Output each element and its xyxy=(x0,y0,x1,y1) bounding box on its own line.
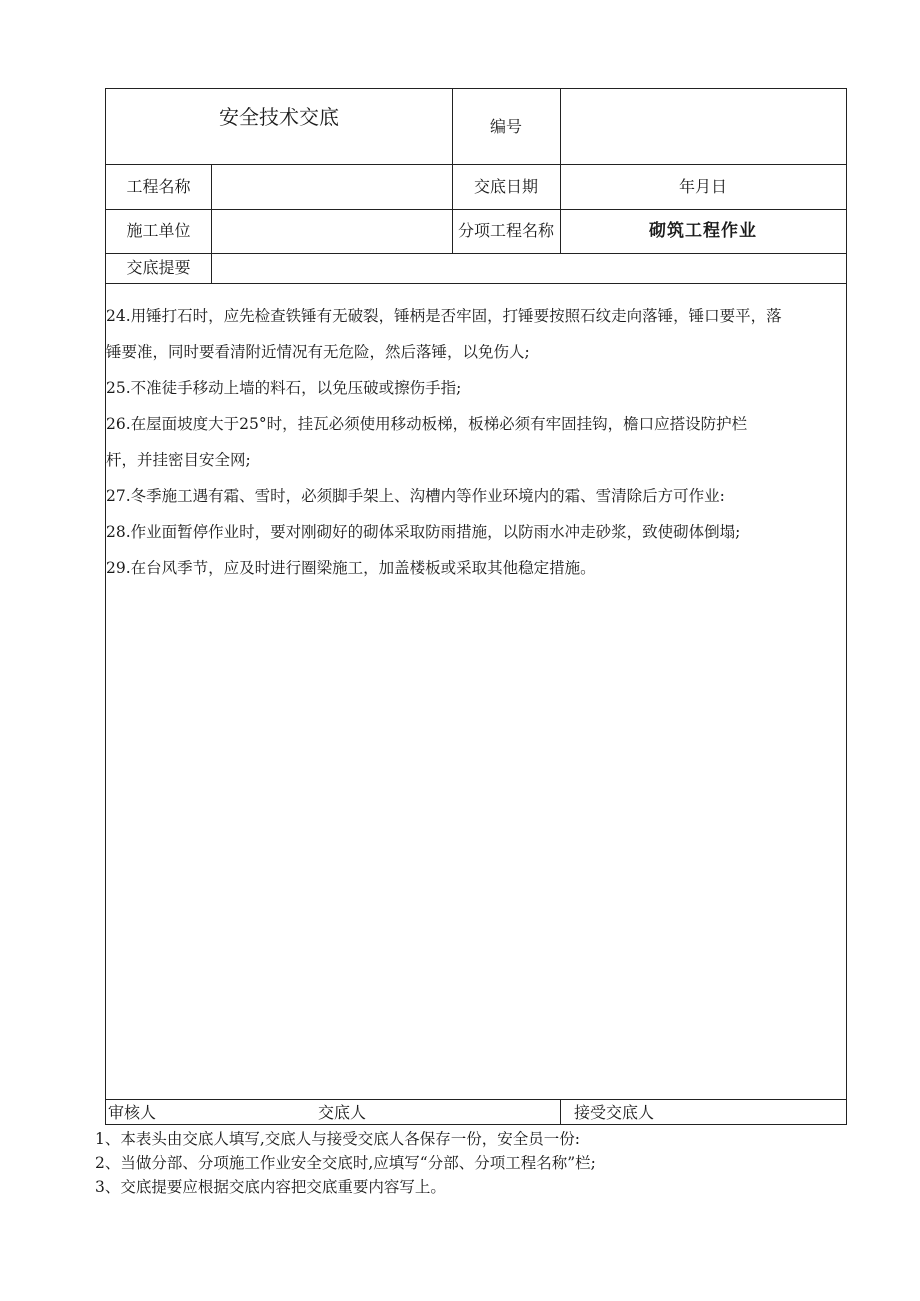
number-label: 编号 xyxy=(489,117,522,136)
disclosure-content xyxy=(106,295,846,1097)
row-divider xyxy=(106,1099,846,1100)
content-line: 24.用锤打石时，应先检查铁锤有无破裂，锤柄是否牢固，打锤要按照石纹走向落锤，锤口要平，落 xyxy=(106,307,782,325)
note-line: 2、当做分部、分项施工作业安全交底时,应填写“分部、分项工程名称”栏; xyxy=(95,1154,596,1172)
content-line: 26.在屋面坡度大于25°时，挂瓦必须使用移动板梯，板梯必须有牢固挂钩，檐口应搭设防护栏 xyxy=(106,415,748,433)
content-line: 锤要准，同时要看清附近情况有无危险，然后落锤，以免伤人; xyxy=(106,343,530,361)
form-title: 安全技术交底 xyxy=(219,105,339,129)
note-line: 3、交底提要应根据交底内容把交底重要内容写上。 xyxy=(95,1178,446,1196)
number-field[interactable] xyxy=(560,89,846,164)
content-line: 杆，并挂密目安全网; xyxy=(106,451,251,469)
column-divider xyxy=(560,1099,561,1124)
content-line: 27.冬季施工遇有霜、雪时，必须脚手架上、沟槽内等作业环境内的霜、雪清除后方可作业: xyxy=(106,487,725,505)
note-line: 1、本表头由交底人填写,交底人与接受交底人各保存一份，安全员一份: xyxy=(95,1130,581,1148)
summary-field[interactable] xyxy=(211,253,846,283)
summary-label: 交底提要 xyxy=(126,258,191,277)
presenter-label: 交底人 xyxy=(318,1103,367,1122)
content-line: 29.在台风季节，应及时进行圈梁施工，加盖楼板或采取其他稳定措施。 xyxy=(106,559,596,577)
project-name-label: 工程名称 xyxy=(126,176,191,196)
construction-unit-label: 施工单位 xyxy=(126,221,191,240)
receiver-label: 接受交底人 xyxy=(574,1103,655,1122)
form-notes xyxy=(95,1127,855,1199)
date-field[interactable]: 年月日 xyxy=(678,176,727,196)
content-line: 25.不准徒手移动上墙的料石，以免压破或擦伤手指; xyxy=(106,379,462,397)
date-label: 交底日期 xyxy=(473,176,538,196)
reviewer-label: 审核人 xyxy=(108,1103,157,1122)
safety-disclosure-form xyxy=(105,88,847,1125)
content-line: 28.作业面暂停作业时，要对刚砌好的砌体采取防雨措施，以防雨水冲走砂浆，致使砌体倒塌; xyxy=(106,523,741,541)
construction-unit-field[interactable] xyxy=(211,209,452,253)
sub-project-field[interactable]: 砌筑工程作业 xyxy=(649,221,757,241)
project-name-field[interactable] xyxy=(211,164,452,209)
row-divider xyxy=(106,283,846,284)
sub-project-label: 分项工程名称 xyxy=(457,221,554,240)
